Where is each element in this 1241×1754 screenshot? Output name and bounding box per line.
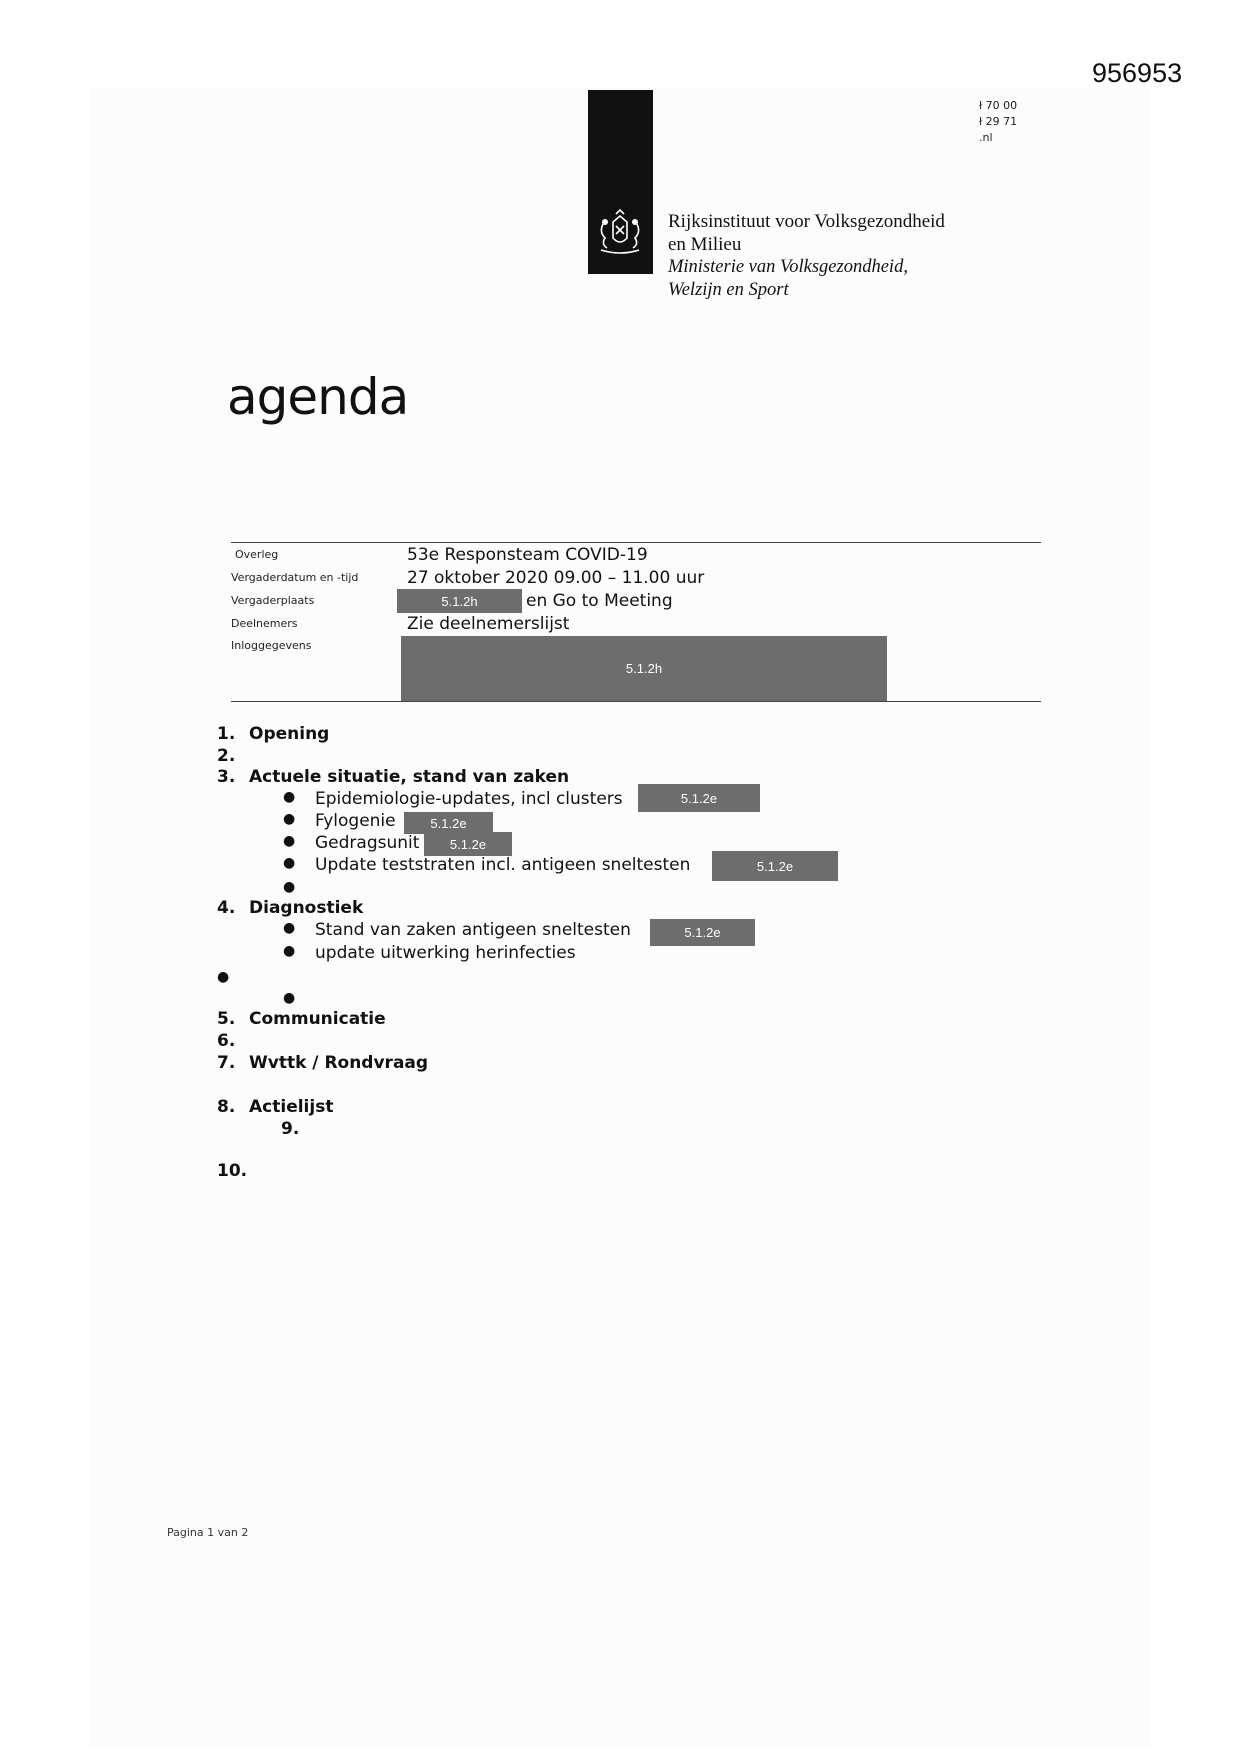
agenda-item-3: 3. Actuele situatie, stand van zaken — [217, 767, 570, 787]
ministry-line: Ministerie van Volksgezondheid, — [668, 257, 908, 277]
plaats-value: en Go to Meeting — [526, 591, 673, 611]
deelnemers-value: Zie deelnemerslijst — [407, 614, 570, 634]
contact-block — [979, 98, 1017, 146]
page-title: agenda — [227, 368, 409, 426]
agenda-item-4: 4. Diagnostiek — [217, 898, 364, 918]
rijksoverheid-logo — [588, 90, 653, 274]
document-number: 956953 — [1092, 58, 1183, 88]
contact-line: ł 70 00 — [979, 99, 1018, 112]
agenda-item-10: 10. — [217, 1161, 248, 1181]
redaction-box: 5.1.2h — [397, 589, 522, 613]
document-page — [90, 88, 1150, 1748]
contact-line: ł 29 71 — [979, 115, 1018, 128]
overleg-value: 53e Responsteam COVID-19 — [407, 545, 648, 565]
datum-value: 27 oktober 2020 09.00 – 11.00 uur — [407, 568, 705, 588]
agenda-item-8: 8. Actielijst — [217, 1097, 334, 1117]
agenda-item-9: 9. — [281, 1119, 300, 1139]
inlog-label: Inloggegevens — [231, 639, 312, 652]
ministry-line: Welzijn en Sport — [668, 280, 789, 300]
redaction-box: 5.1.2e — [650, 919, 755, 946]
redaction-box: 5.1.2e — [404, 812, 493, 834]
org-line: en Milieu — [668, 234, 742, 255]
redaction-box: 5.1.2e — [712, 851, 838, 881]
agenda-item-6: 6. — [217, 1031, 236, 1051]
organisation-name — [668, 210, 945, 302]
table-bottom-rule — [231, 701, 1041, 702]
agenda-item-1: 1. Opening — [217, 724, 330, 744]
redaction-box: 5.1.2e — [424, 832, 512, 856]
contact-line: .nl — [979, 131, 993, 144]
page-footer: Pagina 1 van 2 — [167, 1526, 249, 1539]
agenda-item-7: 7. Wvttk / Rondvraag — [217, 1053, 429, 1073]
org-line: Rijksinstituut voor Volksgezondheid — [668, 211, 945, 232]
redaction-box: 5.1.2h — [401, 636, 887, 701]
redaction-box: 5.1.2e — [638, 784, 760, 812]
coat-of-arms-icon — [593, 208, 648, 258]
deelnemers-label: Deelnemers — [231, 617, 298, 630]
datum-label: Vergaderdatum en -tijd — [231, 571, 359, 584]
table-top-rule — [231, 542, 1041, 543]
plaats-label: Vergaderplaats — [231, 594, 315, 607]
agenda-item-2: 2. — [217, 746, 236, 766]
overleg-label: Overleg — [235, 548, 279, 561]
agenda-item-5: 5. Communicatie — [217, 1009, 386, 1029]
